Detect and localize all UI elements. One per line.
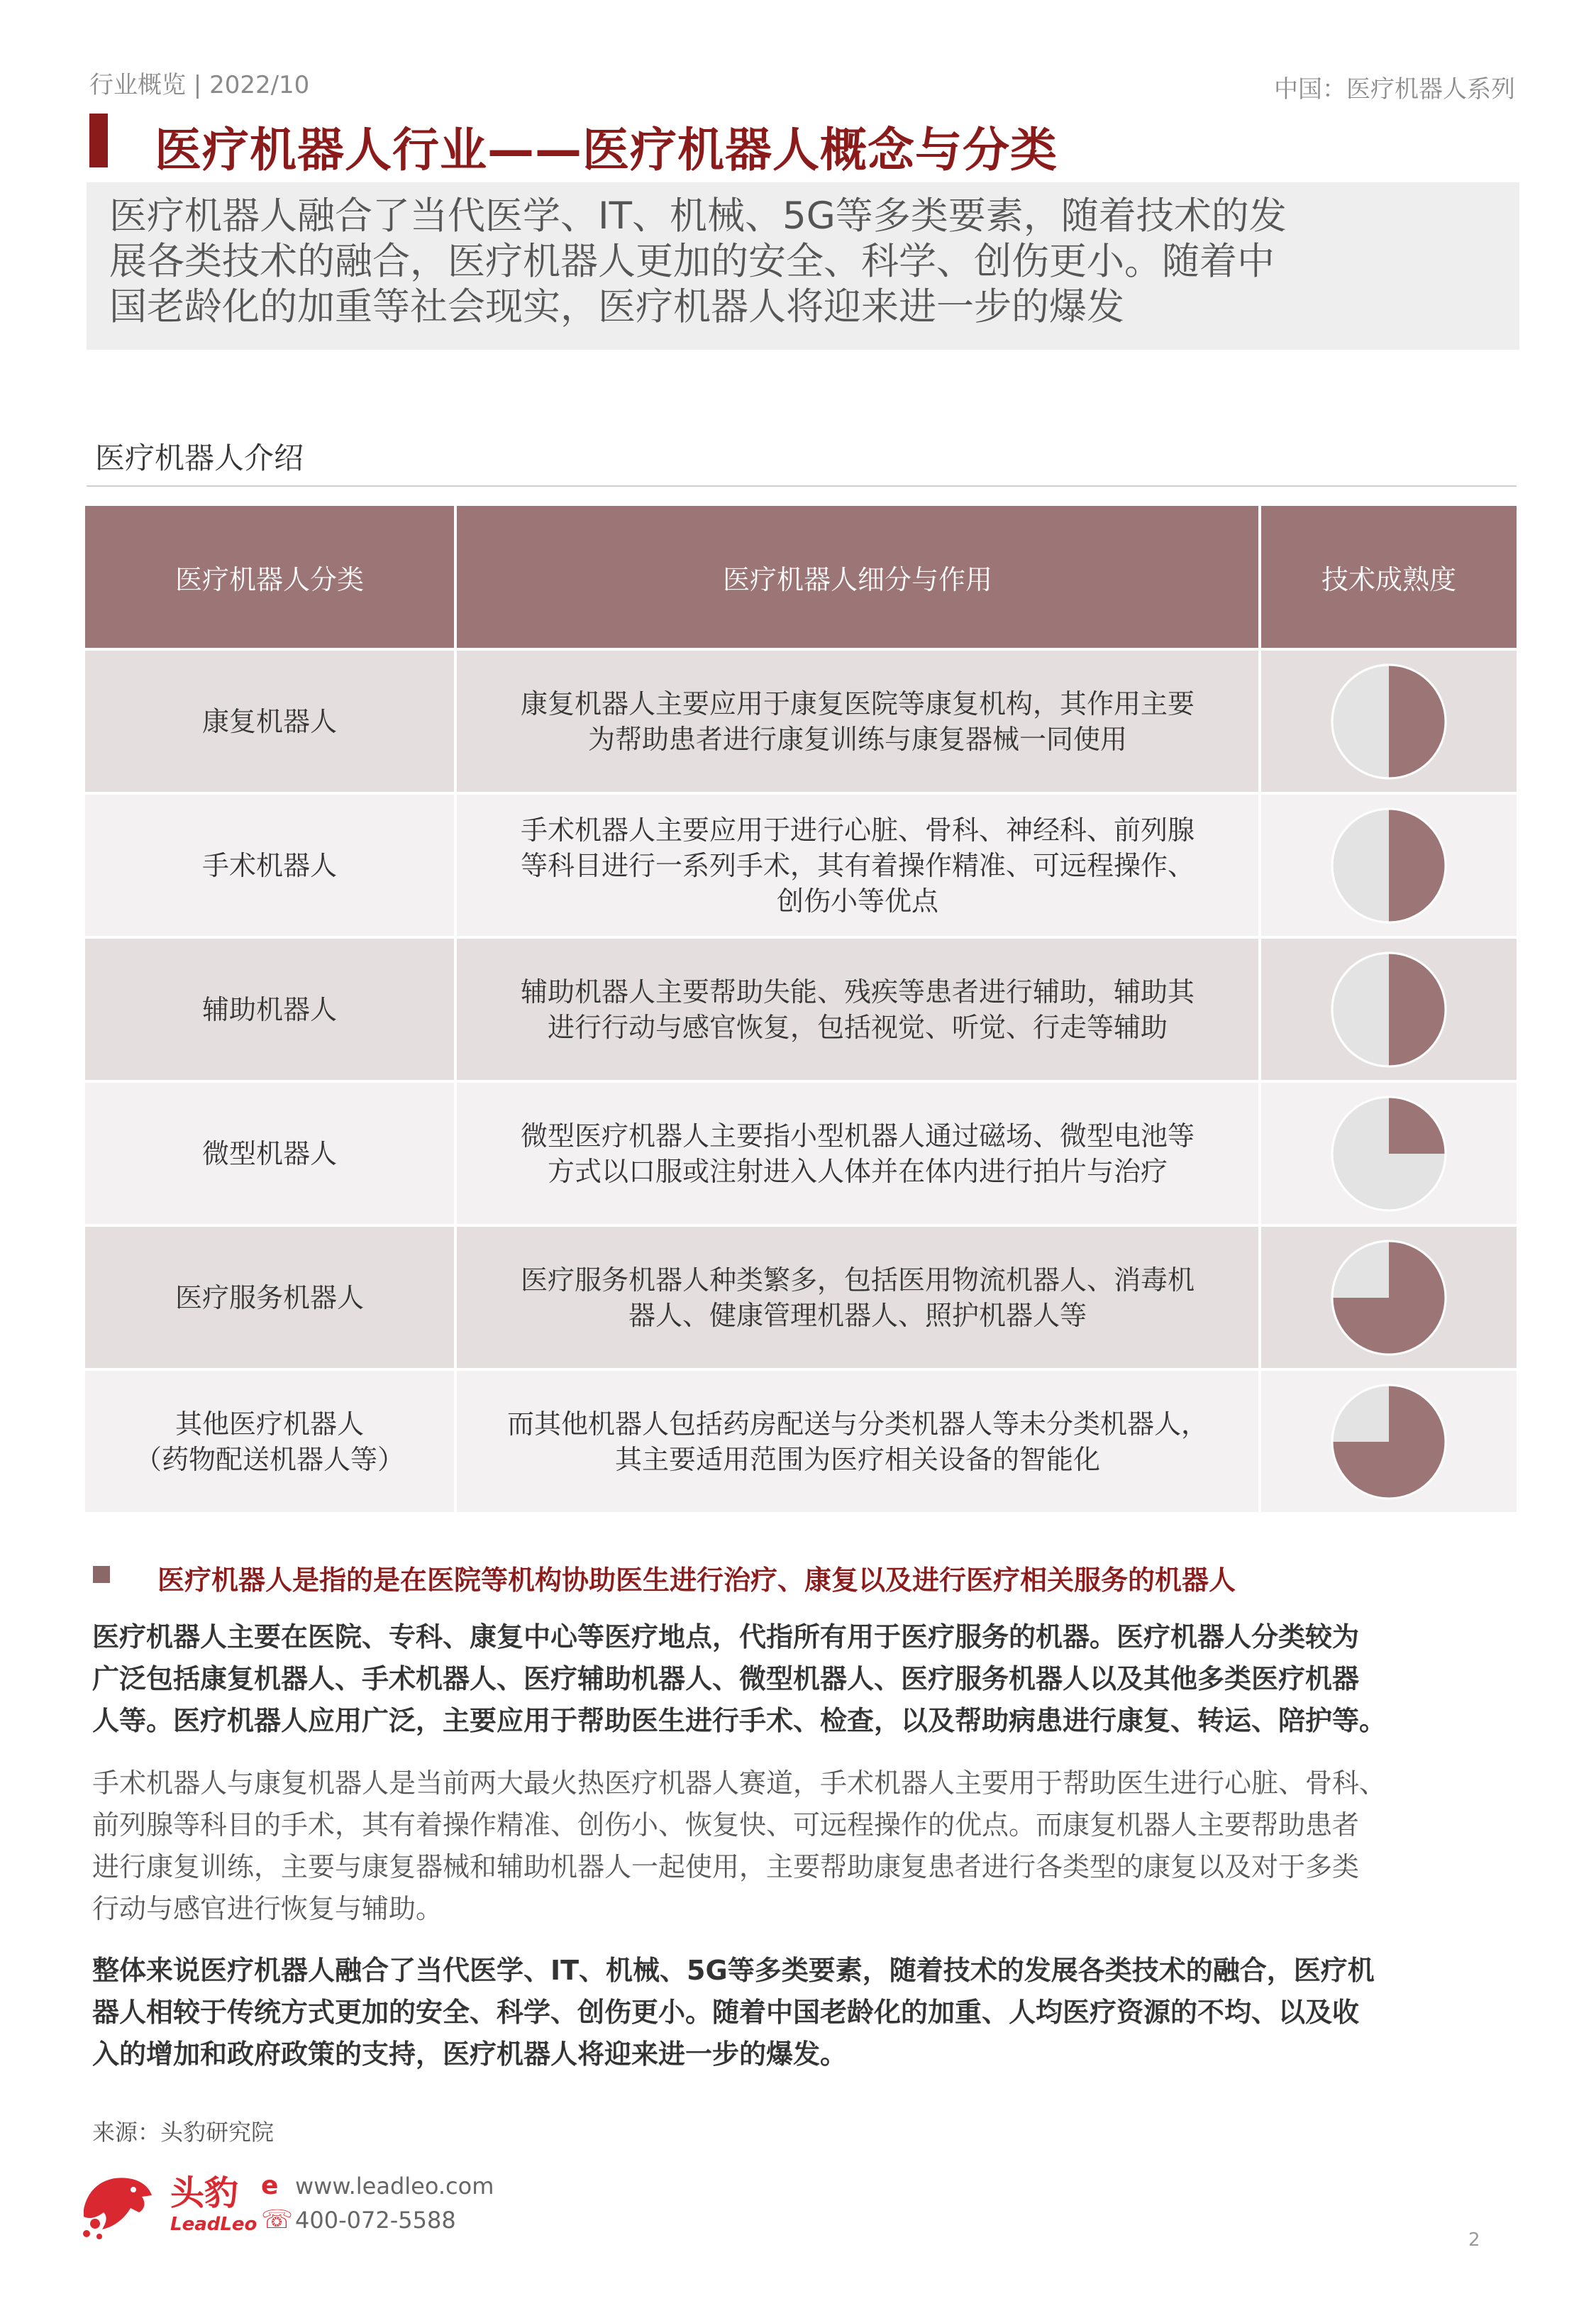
table-row <box>85 651 1517 792</box>
category-line: （药物配送机器人等） <box>134 1443 404 1475</box>
page-title: 医疗机器人行业——医疗机器人概念与分类 <box>155 123 1058 177</box>
paragraph-line: 手术机器人与康复机器人是当前两大最火热医疗机器人赛道，手术机器人主要用于帮助医生进行心脏、骨科、 <box>92 1767 1387 1799</box>
cell-maturity <box>1261 651 1517 792</box>
brand-name-cn: 头豹 <box>170 2173 239 2213</box>
pie-filled-slice <box>1389 665 1446 778</box>
description-line: 其主要适用范围为医疗相关设备的智能化 <box>614 1443 1100 1475</box>
header-right: 中国：医疗机器人系列 <box>1274 75 1515 104</box>
cell-maturity <box>1261 1227 1517 1368</box>
category-line: 微型机器人 <box>201 1137 337 1169</box>
description-line: 器人、健康管理机器人、照护机器人等 <box>628 1299 1087 1331</box>
brand-name-en: LeadLeo <box>170 2214 257 2235</box>
paragraph-line: 入的增加和政府政策的支持，医疗机器人将迎来进一步的爆发。 <box>92 2039 848 2070</box>
cell-maturity <box>1261 795 1517 936</box>
web-e-icon: e <box>261 2171 279 2200</box>
summary-line: 医疗机器人融合了当代医学、IT、机械、5G等多类要素，随着技术的发 <box>109 194 1287 238</box>
header-maturity: 技术成熟度 <box>1261 506 1517 648</box>
header-left: 行业概览 | 2022/10 <box>89 71 310 99</box>
robot-table <box>85 506 1517 1512</box>
leadleo-logo-icon <box>78 2166 156 2244</box>
paragraph-line: 器人相较于传统方式更加的安全、科学、创伤更小。随着中国老龄化的加重、人均医疗资源的不均、以及收 <box>92 1997 1360 2028</box>
cell-maturity <box>1261 1371 1517 1512</box>
paragraph-line: 整体来说医疗机器人融合了当代医学、IT、机械、5G等多类要素，随着技术的发展各类技术的融合，医疗机 <box>92 1955 1375 1986</box>
paragraph-line: 人等。医疗机器人应用广泛，主要应用于帮助医生进行手术、检查，以及帮助病患进行康复、转运、陪护等。 <box>92 1705 1387 1736</box>
description-line: 康复机器人主要应用于康复医院等康复机构，其作用主要 <box>520 688 1195 719</box>
table-row <box>85 1227 1517 1368</box>
category-line: 其他医疗机器人 <box>174 1408 364 1440</box>
table-row <box>85 1371 1517 1512</box>
table-row <box>85 1083 1517 1224</box>
description-line: 创伤小等优点 <box>776 885 938 917</box>
maturity-pie-icon <box>1329 1237 1449 1358</box>
bullet-square-icon <box>93 1566 110 1583</box>
category-line: 医疗服务机器人 <box>174 1281 364 1313</box>
cell-description <box>457 939 1258 1080</box>
description-line: 手术机器人主要应用于进行心脏、骨科、神经科、前列腺 <box>520 814 1195 846</box>
summary-line: 展各类技术的融合，医疗机器人更加的安全、科学、创伤更小。随着中 <box>109 240 1275 283</box>
phone-number: 400-072-5588 <box>295 2207 456 2234</box>
cell-category <box>85 1083 454 1224</box>
section-divider <box>87 485 1517 487</box>
cell-category <box>85 939 454 1080</box>
paragraph-2 <box>92 1762 1511 1930</box>
paragraph-line: 行动与感官进行恢复与辅助。 <box>92 1893 443 1924</box>
paragraph-1 <box>92 1616 1511 1742</box>
pie-filled-slice <box>1389 953 1446 1066</box>
paragraph-line: 广泛包括康复机器人、手术机器人、医疗辅助机器人、微型机器人、医疗服务机器人以及其他多类医疗机器 <box>92 1663 1360 1694</box>
phone-icon: ☏ <box>261 2205 294 2234</box>
cell-category <box>85 1371 454 1512</box>
paragraph-line: 前列腺等科目的手术，其有着操作精准、创伤小、恢复快、可远程操作的优点。而康复机器人主要帮助患者 <box>92 1809 1360 1841</box>
category-line: 康复机器人 <box>201 705 337 737</box>
cell-maturity <box>1261 1083 1517 1224</box>
description-line: 微型医疗机器人主要指小型机器人通过磁场、微型电池等 <box>520 1120 1195 1152</box>
bullet-headline: 医疗机器人是指的是在医院等机构协助医生进行治疗、康复以及进行医疗相关服务的机器人 <box>157 1565 1236 1596</box>
cell-category <box>85 795 454 936</box>
paragraph-line: 进行康复训练，主要与康复器械和辅助机器人一起使用，主要帮助康复患者进行各类型的康复以及对于多类 <box>92 1851 1360 1882</box>
website-link[interactable]: www.leadleo.com <box>295 2173 494 2200</box>
cell-description <box>457 1371 1258 1512</box>
table-header <box>85 506 1517 648</box>
summary-line: 国老龄化的加重等社会现实，医疗机器人将迎来进一步的爆发 <box>109 285 1124 329</box>
cell-description <box>457 795 1258 936</box>
category-line: 辅助机器人 <box>201 993 337 1025</box>
description-line: 医疗服务机器人种类繁多，包括医用物流机器人、消毒机 <box>520 1264 1195 1296</box>
description-line: 等科目进行一系列手术，其有着操作精准、可远程操作、 <box>520 849 1195 881</box>
paragraph-3 <box>92 1950 1511 2075</box>
section-title: 医疗机器人介绍 <box>95 441 304 475</box>
table-row <box>85 939 1517 1080</box>
table-body <box>85 651 1517 1512</box>
title-accent-bar <box>89 114 108 167</box>
description-line: 而其他机器人包括药房配送与分类机器人等未分类机器人， <box>506 1408 1208 1440</box>
description-line: 辅助机器人主要帮助失能、残疾等患者进行辅助，辅助其 <box>520 976 1195 1008</box>
maturity-pie-icon <box>1329 949 1449 1070</box>
header-description: 医疗机器人细分与作用 <box>457 506 1258 648</box>
maturity-pie-icon <box>1329 661 1449 782</box>
cell-maturity <box>1261 939 1517 1080</box>
description-line: 为帮助患者进行康复训练与康复器械一同使用 <box>587 723 1127 755</box>
cell-description <box>457 1083 1258 1224</box>
description-line: 方式以口服或注射进入人体并在体内进行拍片与治疗 <box>547 1155 1168 1187</box>
maturity-pie-icon <box>1329 1381 1449 1502</box>
maturity-pie-icon <box>1329 805 1449 926</box>
source-note: 来源：头豹研究院 <box>92 2119 275 2146</box>
table-row <box>85 795 1517 936</box>
description-line: 进行行动与感官恢复，包括视觉、听觉、行走等辅助 <box>547 1011 1168 1043</box>
category-line: 手术机器人 <box>201 849 337 881</box>
pie-filled-slice <box>1389 809 1446 922</box>
cell-description <box>457 651 1258 792</box>
summary-box <box>87 182 1519 350</box>
cell-category <box>85 651 454 792</box>
page-number: 2 <box>1468 2229 1480 2251</box>
cell-category <box>85 1227 454 1368</box>
maturity-pie-icon <box>1329 1093 1449 1214</box>
cell-description <box>457 1227 1258 1368</box>
header-category: 医疗机器人分类 <box>85 506 454 648</box>
paragraph-line: 医疗机器人主要在医院、专科、康复中心等医疗地点，代指所有用于医疗服务的机器。医疗机器人分类较为 <box>92 1621 1360 1653</box>
